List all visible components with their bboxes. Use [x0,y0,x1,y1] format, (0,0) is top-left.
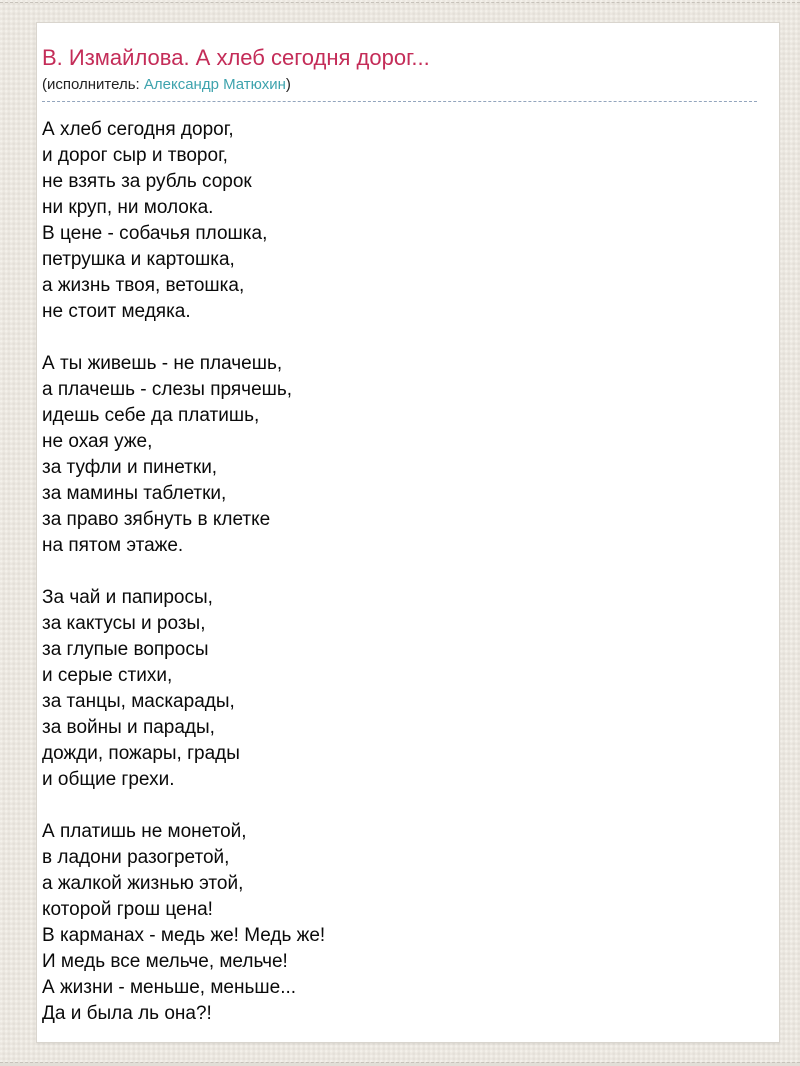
lyric-line: и общие грехи. [42,768,175,790]
lyrics-text [37,102,779,1027]
lyric-line: а жизнь твоя, ветошка, [42,274,245,296]
stanza [42,585,757,793]
lyrics-card [36,22,780,1043]
lyric-line: А хлеб сегодня дорог, [42,118,234,140]
lyric-line: за кактусы и розы, [42,612,206,634]
performer-link[interactable]: Александр Матюхин [143,75,286,93]
page-top-dashed-edge [0,2,800,3]
lyric-line: не взять за рубль сорок [42,170,252,192]
lyric-line: на пятом этаже. [42,534,184,556]
lyric-line: и серые стихи, [42,664,173,686]
lyric-line: А платишь не монетой, [42,820,247,842]
lyric-line: идешь себе да платишь, [42,404,260,426]
lyric-line: А жизни - меньше, меньше... [42,976,297,998]
lyric-line: ни круп, ни молока. [42,196,214,218]
lyric-line: не стоит медяка. [42,300,191,322]
lyric-line: В цене - собачья плошка, [42,222,268,244]
lyric-line: за войны и парады, [42,716,215,738]
lyric-line: и дорог сыр и творог, [42,144,228,166]
page-bottom-dashed-edge [0,1062,800,1066]
lyric-line: за глупые вопросы [42,638,209,660]
lyric-line: за танцы, маскарады, [42,690,235,712]
lyric-line: за право зябнуть в клетке [42,508,271,530]
lyric-line: Да и была ль она?! [42,1002,212,1024]
lyric-line: А ты живешь - не плачешь, [42,352,283,374]
lyric-line: В карманах - медь же! Медь же! [42,924,326,946]
lyric-line: дожди, пожары, грады [42,742,240,764]
stanza [42,819,757,1027]
stanza [42,117,757,325]
lyric-line: а жалкой жизнью этой, [42,872,244,894]
lyric-line: а плачешь - слезы прячешь, [42,378,293,400]
lyric-line: которой грош цена! [42,898,213,920]
performer-line [42,76,757,102]
lyric-line: в ладони разогретой, [42,846,230,868]
lyric-line: За чай и папиросы, [42,586,213,608]
performer-suffix: ) [285,75,291,93]
performer-prefix: (исполнитель: [42,75,144,93]
lyric-line: за туфли и пинетки, [42,456,218,478]
lyric-line: не охая уже, [42,430,153,452]
song-header [37,23,779,102]
song-title: В. Измайлова. А хлеб сегодня дорог... [42,45,430,70]
lyric-line: петрушка и картошка, [42,248,235,270]
lyric-line: за мамины таблетки, [42,482,227,504]
stanza [42,351,757,559]
lyric-line: И медь все мельче, мельче! [42,950,288,972]
